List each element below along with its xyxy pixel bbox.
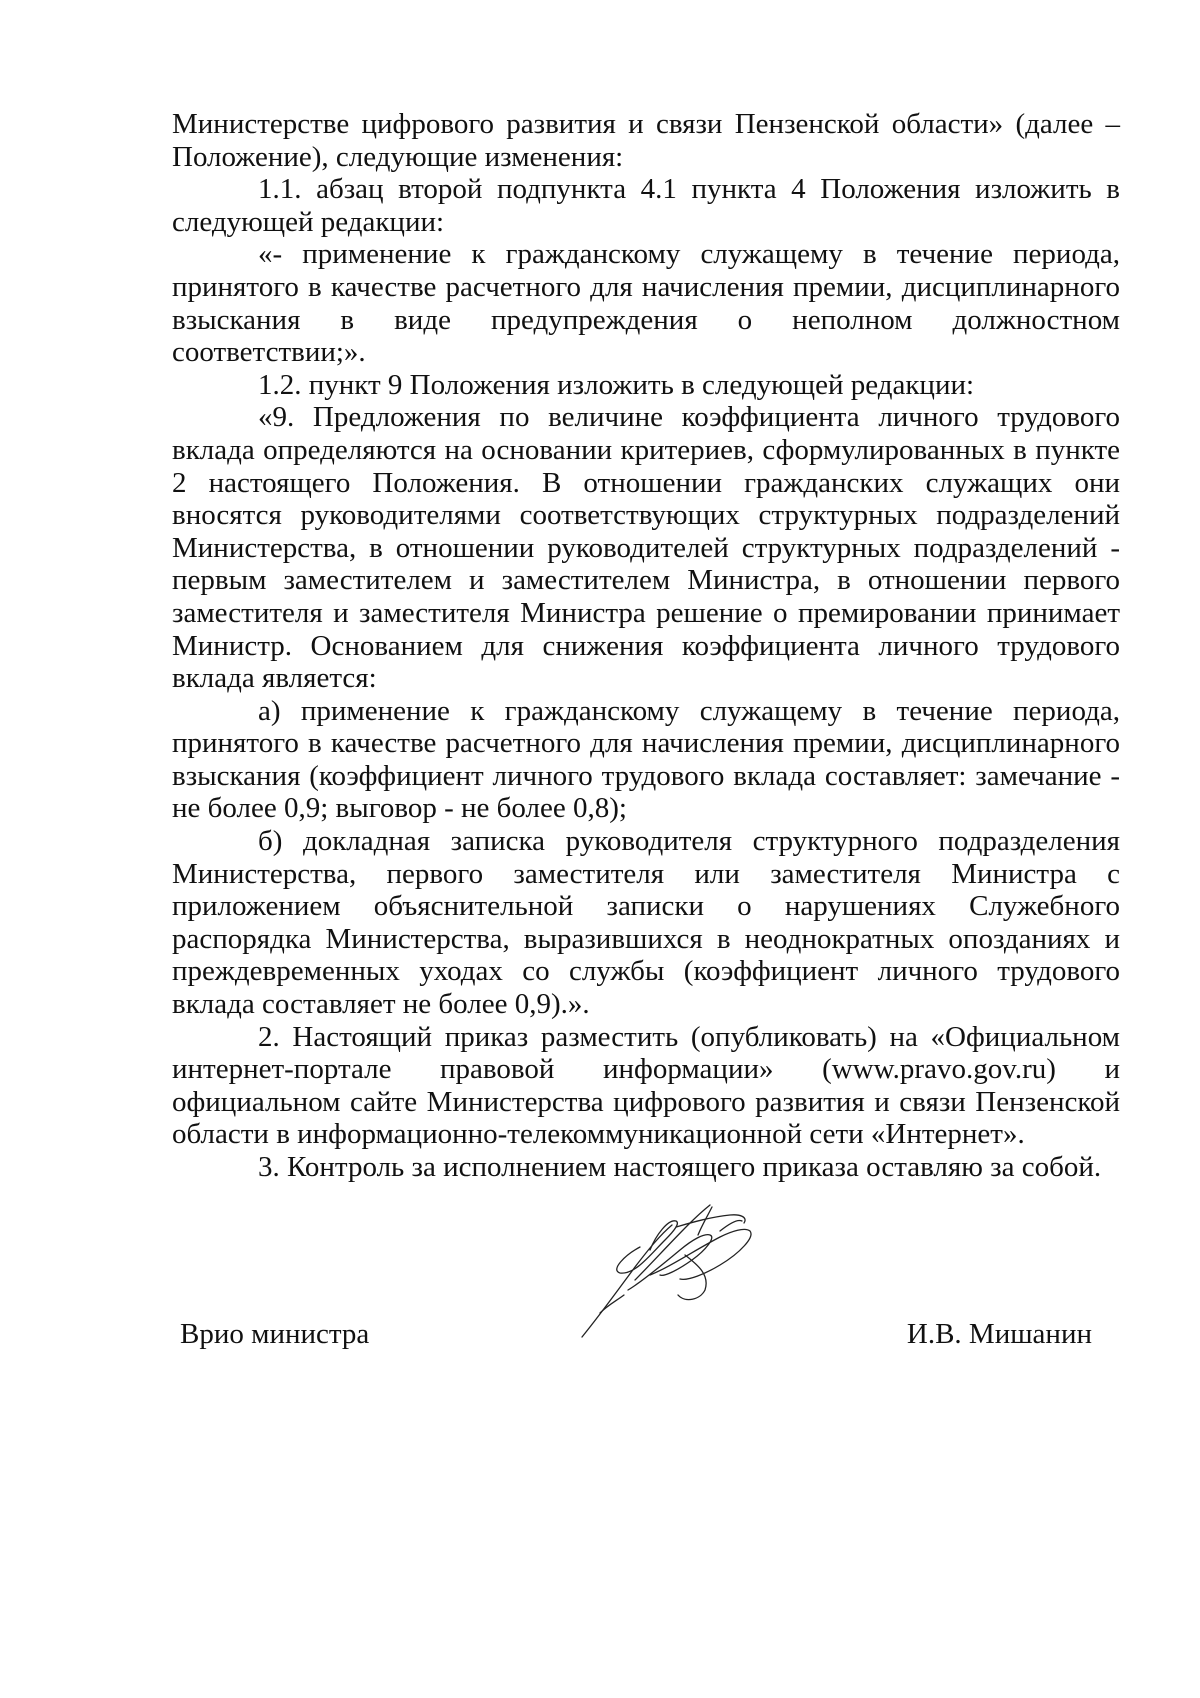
paragraph-item-a: а) применение к гражданскому служащему в течение периода, принятого в качестве расчетного для начисления премии, дисциплинарного взыскания (коэффициент личного трудового вклада составляет: замечание - не более 0,9; выговор - не более 0,8); (172, 694, 1120, 825)
signatory-position: Врио министра (180, 1318, 370, 1350)
signature-block (0, 1318, 1200, 1358)
paragraph-1-1-quote: «- применение к гражданскому служащему в течение периода, принятого в качестве расчетного для начисления премии, дисциплинарного взыскания в виде предупреждения о неполном должностном соответствии;». (172, 238, 1120, 369)
paragraph-item-9: «9. Предложения по величине коэффициента личного трудового вклада определяются на основании критериев, сформулированных в пункте 2 настоящего Положения. В отношении гражданских служащих они вносятся руководителями соответствующих структурных подразделений Министерства, в отношении руководителей структурных подразделений - первым заместителем и заместителем Министра, в отношении первого заместителя и заместителя Министра решение о премировании принимает Министр. Основанием для снижения коэффициента личного трудового вклада является: (172, 401, 1120, 695)
document-body (172, 108, 1120, 1184)
paragraph-3-control: 3. Контроль за исполнением настоящего приказа оставляю за собой. (258, 1151, 1102, 1183)
paragraph-2-publication: 2. Настоящий приказ разместить (опубликовать) на «Официальном интернет-портале правовой информации» (www.pravo.gov.ru) и официальном сайте Министерства цифрового развития и связи Пензенской области в информационно-телекоммуникационной сети «Интернет». (172, 1020, 1120, 1151)
paragraph-1-1: 1.1. абзац второй подпункта 4.1 пункта 4 Положения изложить в следующей редакции: (172, 173, 1120, 238)
paragraph-continuation: Министерстве цифрового развития и связи Пензенской области» (далее – Положение), следующие изменения: (172, 108, 1120, 173)
signatory-name: И.В. Мишанин (906, 1318, 1092, 1350)
paragraph-item-b: б) докладная записка руководителя структурного подразделения Министерства, первого заместителя или заместителя Министра с приложением объяснительной записки о нарушениях Служебного распорядка Министерства, выразившихся в неоднократных опозданиях и преждевременных уходах со службы (коэффициент личного трудового вклада составляет не более 0,9).». (172, 825, 1120, 1021)
paragraph-1-2: 1.2. пункт 9 Положения изложить в следующей редакции: (258, 368, 975, 401)
